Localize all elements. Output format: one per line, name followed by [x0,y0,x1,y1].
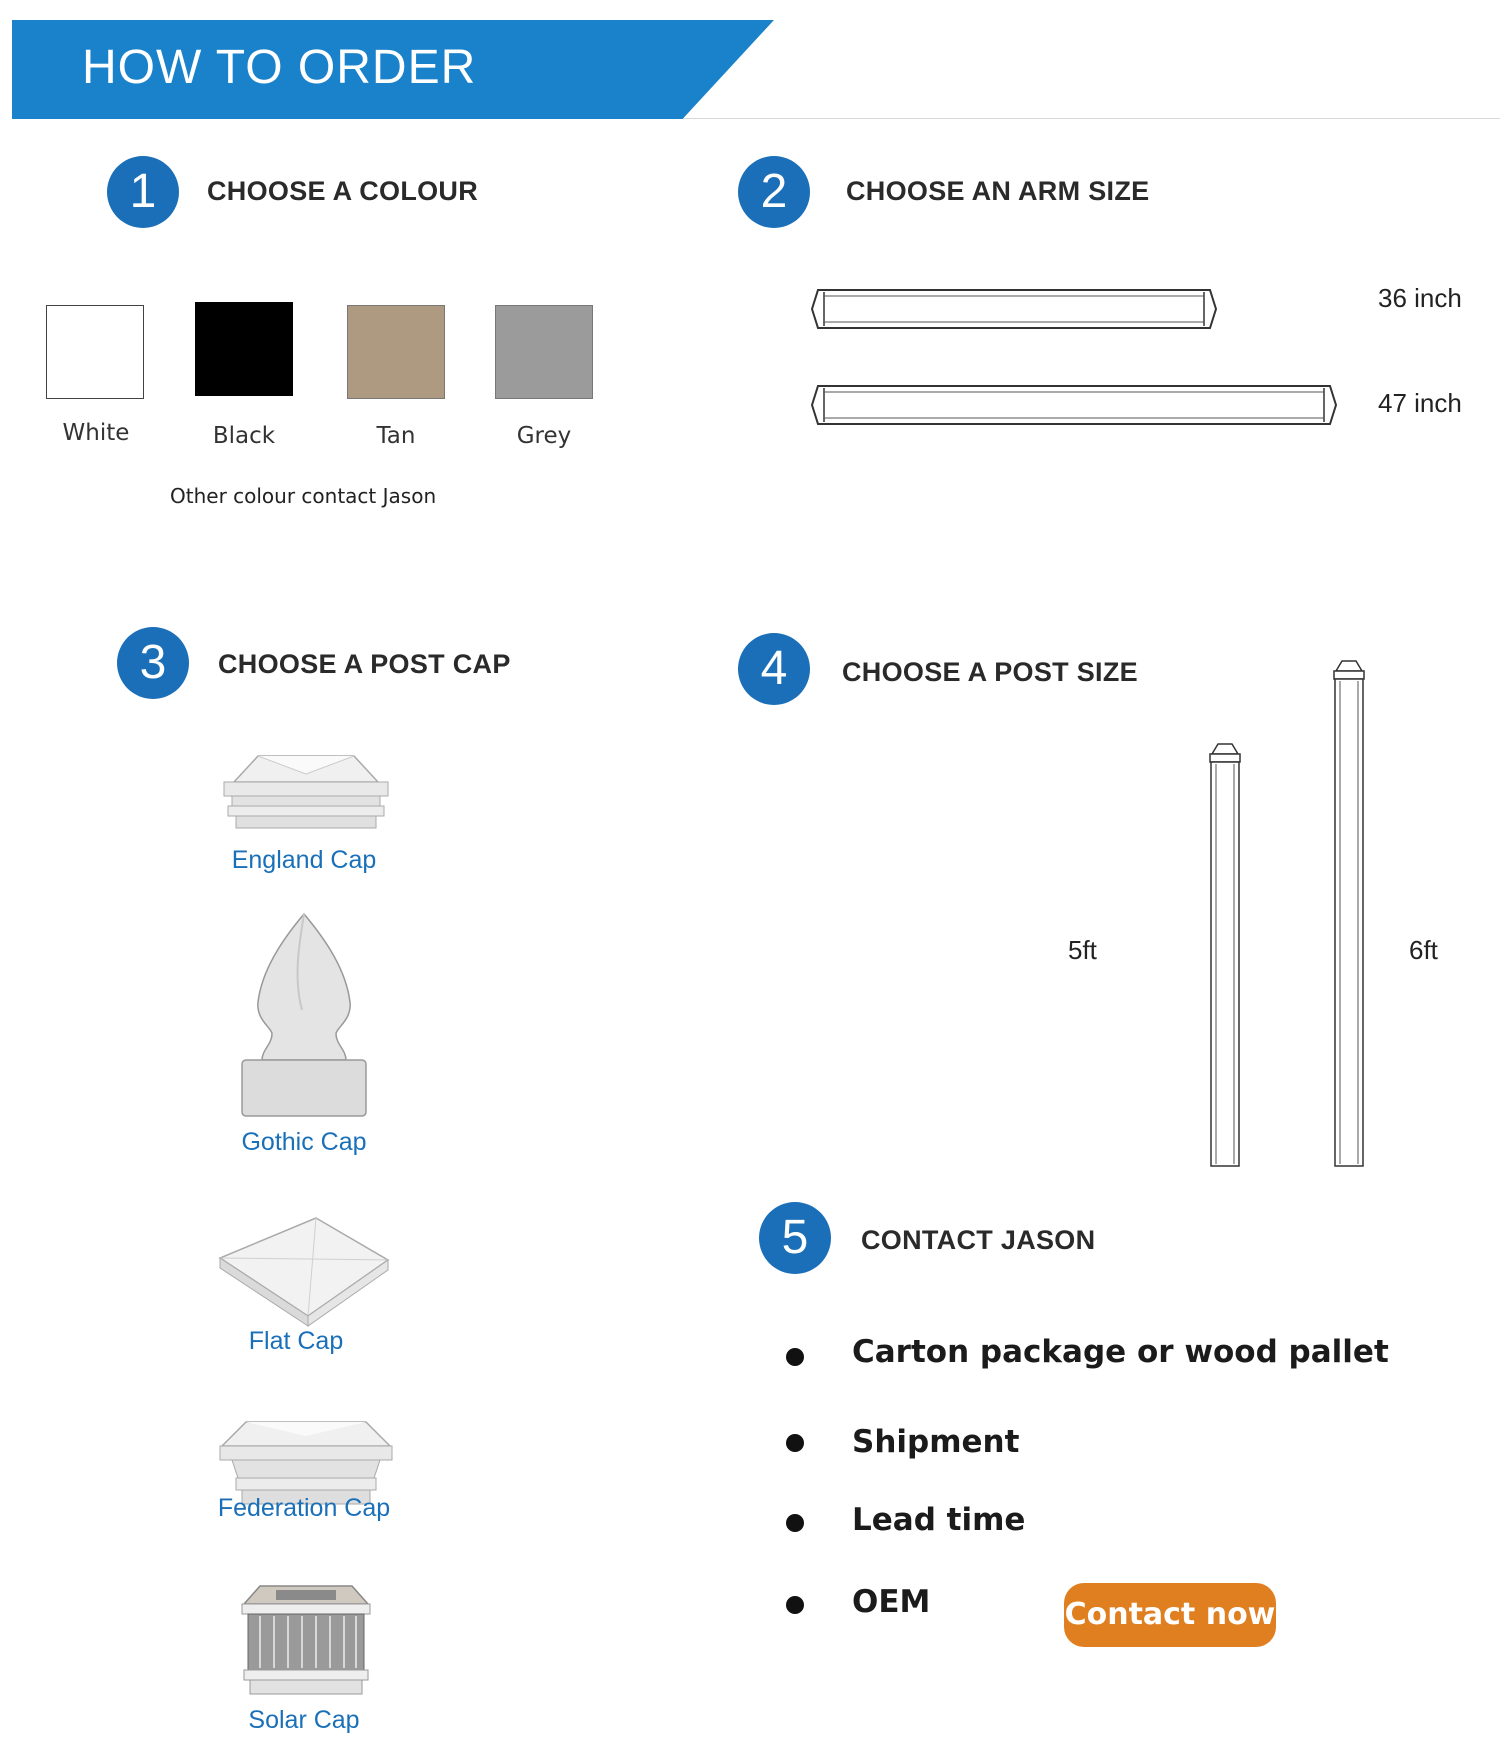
bullet-dot [786,1434,804,1452]
bullet-dot [786,1596,804,1614]
arm-size-47: 47 inch [1378,388,1462,418]
post-5ft-image [1208,740,1242,1168]
step-number-2: 2 [738,156,810,228]
post-size-5ft: 5ft [1068,935,1097,965]
colour-note: Other colour contact Jason [170,484,437,508]
cap-label-england[interactable]: England Cap [231,846,377,874]
step-number-3: 3 [117,627,189,699]
swatch-label-white: White [62,420,130,446]
step-number-5: 5 [759,1202,831,1274]
arm-size-36: 36 inch [1378,283,1462,313]
post-size-6ft: 6ft [1409,935,1438,965]
cap-label-federation[interactable]: Federation Cap [217,1494,391,1522]
solar-cap-image[interactable] [236,1582,376,1702]
bullet-dot [786,1348,804,1366]
bullet-lead-time: Lead time [852,1502,1026,1538]
bullet-oem: OEM [852,1584,931,1620]
swatch-white[interactable] [46,305,144,399]
swatch-grey[interactable] [495,305,593,399]
england-cap-image[interactable] [218,752,394,836]
cap-label-solar[interactable]: Solar Cap [248,1706,360,1734]
page-title: HOW TO ORDER [82,41,477,94]
step-title-post-size: CHOOSE A POST SIZE [842,657,1138,687]
bullet-dot [786,1514,804,1532]
post-6ft-image [1332,657,1366,1168]
step-title-contact: CONTACT JASON [861,1225,1096,1255]
swatch-tan[interactable] [347,305,445,399]
step-title-colour: CHOOSE A COLOUR [207,176,479,206]
cap-label-flat[interactable]: Flat Cap [248,1327,344,1355]
step-title-post-cap: CHOOSE A POST CAP [218,649,511,679]
cap-label-gothic[interactable]: Gothic Cap [241,1128,367,1156]
swatch-label-tan: Tan [376,423,416,449]
arm-47-inch-image [810,382,1340,428]
step-number-1: 1 [107,156,179,228]
swatch-label-grey: Grey [516,423,572,449]
step-number-4: 4 [738,633,810,705]
swatch-label-black: Black [212,423,276,449]
contact-now-button[interactable]: Contact now [1064,1583,1276,1647]
arm-36-inch-image [810,286,1220,332]
gothic-cap-image[interactable] [232,910,376,1120]
step-title-arm-size: CHOOSE AN ARM SIZE [846,176,1150,206]
swatch-black[interactable] [195,302,293,396]
bullet-packaging: Carton package or wood pallet [852,1334,1389,1370]
flat-cap-image[interactable] [216,1216,392,1320]
bullet-shipment: Shipment [852,1424,1020,1460]
